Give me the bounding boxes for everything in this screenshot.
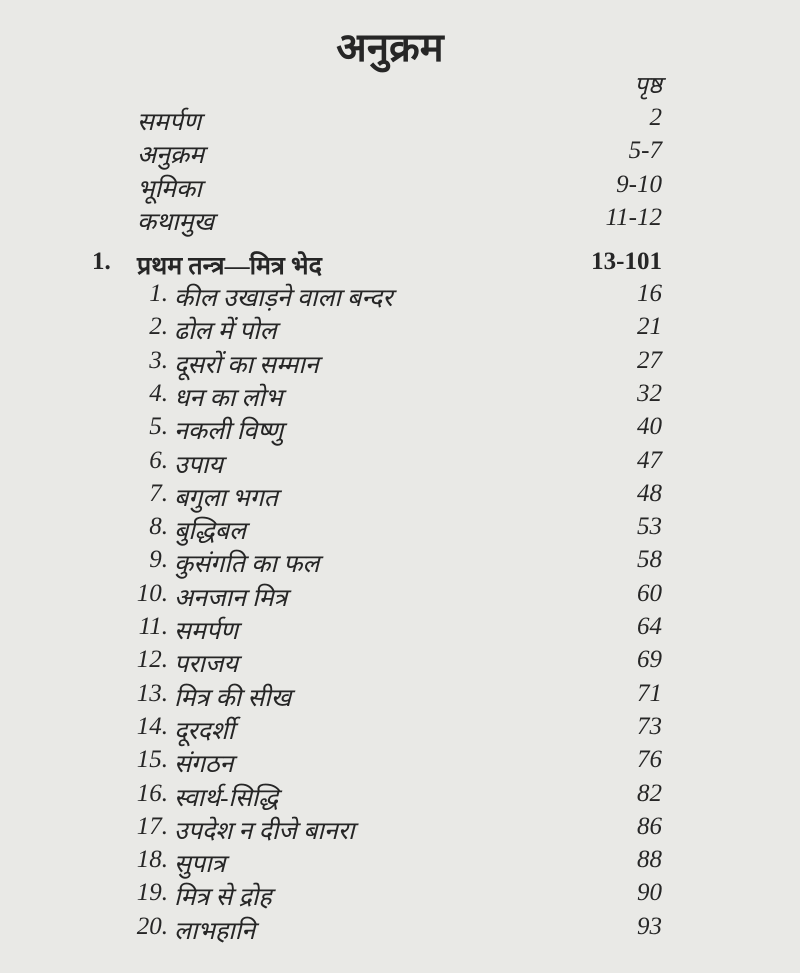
story-number: 3.	[149, 346, 168, 374]
story-title: बगुला भगत	[174, 484, 278, 512]
story-title: मित्र की सीख	[174, 684, 292, 712]
page-column-header: पृष्ठ	[634, 73, 662, 99]
entry-title: अनुक्रम	[137, 142, 205, 169]
entry-title: समर्पण	[137, 109, 202, 136]
story-page: 73	[637, 712, 662, 740]
entry-page: 2	[649, 104, 662, 131]
story-page: 76	[637, 746, 662, 774]
story-number: 9.	[149, 546, 168, 574]
story-entry	[0, 613, 800, 646]
story-entry	[0, 913, 800, 946]
story-title: स्वार्थ-सिद्धि	[174, 784, 279, 812]
story-page: 86	[637, 812, 662, 840]
story-page: 71	[637, 679, 662, 707]
story-entry	[0, 413, 800, 446]
entry-title: कथामुख	[137, 209, 215, 236]
story-entry	[0, 280, 800, 313]
part-heading	[0, 248, 800, 281]
story-title: दूसरों का सम्मान	[174, 351, 319, 379]
entry-title: भूमिका	[137, 176, 202, 203]
story-number: 13.	[136, 679, 168, 707]
story-number: 17.	[136, 812, 168, 840]
story-number: 1.	[149, 280, 168, 307]
story-entry	[0, 713, 800, 746]
story-entry	[0, 846, 800, 879]
story-page: 47	[637, 446, 662, 474]
story-number: 4.	[149, 379, 168, 407]
story-entry	[0, 646, 800, 679]
story-title: सुपात्र	[174, 851, 226, 879]
story-title: धन का लोभ	[174, 384, 283, 412]
story-entry	[0, 813, 800, 846]
story-title: मित्र से द्रोह	[174, 884, 272, 912]
part-number: 1.	[92, 248, 111, 275]
story-title: संगठन	[174, 751, 234, 779]
story-title: कील उखाड़ने वाला बन्दर	[174, 285, 393, 312]
story-page: 53	[637, 513, 662, 541]
story-title: बुद्धिबल	[174, 518, 246, 546]
story-page: 69	[637, 646, 662, 674]
story-page: 16	[637, 280, 662, 307]
story-entry	[0, 447, 800, 480]
story-title: अनजान मित्र	[174, 584, 288, 612]
story-title: कुसंगति का फल	[174, 551, 320, 579]
story-entry	[0, 313, 800, 346]
story-page: 58	[637, 546, 662, 574]
entry-page: 9-10	[616, 171, 662, 198]
story-number: 19.	[136, 879, 168, 907]
story-title: पराजय	[174, 651, 238, 679]
story-entry	[0, 879, 800, 912]
toc-entry	[0, 204, 800, 237]
story-number: 6.	[149, 446, 168, 474]
page-title: अनुक्रम	[336, 25, 444, 70]
story-title: उपाय	[174, 451, 223, 479]
story-title: नकली विष्णु	[174, 418, 284, 446]
story-entry	[0, 347, 800, 380]
part-page: 13-101	[591, 248, 662, 275]
story-page: 64	[637, 613, 662, 640]
story-title: ढोल में पोल	[174, 318, 277, 346]
story-page: 48	[637, 479, 662, 507]
story-number: 16.	[136, 779, 168, 807]
entry-page: 11-12	[605, 204, 662, 231]
entry-page: 5-7	[628, 137, 662, 164]
story-title: उपदेश न दीजे बानरा	[174, 817, 355, 845]
story-page: 60	[637, 579, 662, 607]
story-entry	[0, 546, 800, 579]
story-title: समर्पण	[174, 618, 239, 645]
story-page: 21	[637, 313, 662, 341]
toc-entry	[0, 171, 800, 204]
story-number: 10.	[136, 579, 168, 607]
part-title: प्रथम तन्त्र—मित्र भेद	[137, 253, 322, 280]
story-number: 11.	[138, 613, 168, 640]
story-entry	[0, 580, 800, 613]
story-number: 15.	[136, 746, 168, 774]
story-entry	[0, 513, 800, 546]
story-entry	[0, 780, 800, 813]
story-entry	[0, 480, 800, 513]
story-number: 8.	[149, 513, 168, 541]
story-number: 2.	[149, 313, 168, 341]
story-number: 7.	[149, 479, 168, 507]
story-entry	[0, 680, 800, 713]
story-number: 12.	[136, 646, 168, 674]
toc-entry	[0, 137, 800, 170]
story-entry	[0, 380, 800, 413]
story-title: लाभहानि	[174, 917, 256, 945]
story-page: 32	[637, 379, 662, 407]
story-page: 82	[637, 779, 662, 807]
toc-entry	[0, 104, 800, 137]
story-entry	[0, 746, 800, 779]
story-page: 88	[637, 846, 662, 874]
story-page: 93	[637, 912, 662, 940]
story-page: 40	[637, 413, 662, 441]
story-page: 90	[637, 879, 662, 907]
story-page: 27	[637, 346, 662, 374]
story-number: 5.	[149, 413, 168, 441]
story-number: 20.	[136, 912, 168, 940]
story-number: 18.	[136, 846, 168, 874]
story-title: दूरदर्शी	[174, 717, 235, 745]
story-number: 14.	[136, 712, 168, 740]
